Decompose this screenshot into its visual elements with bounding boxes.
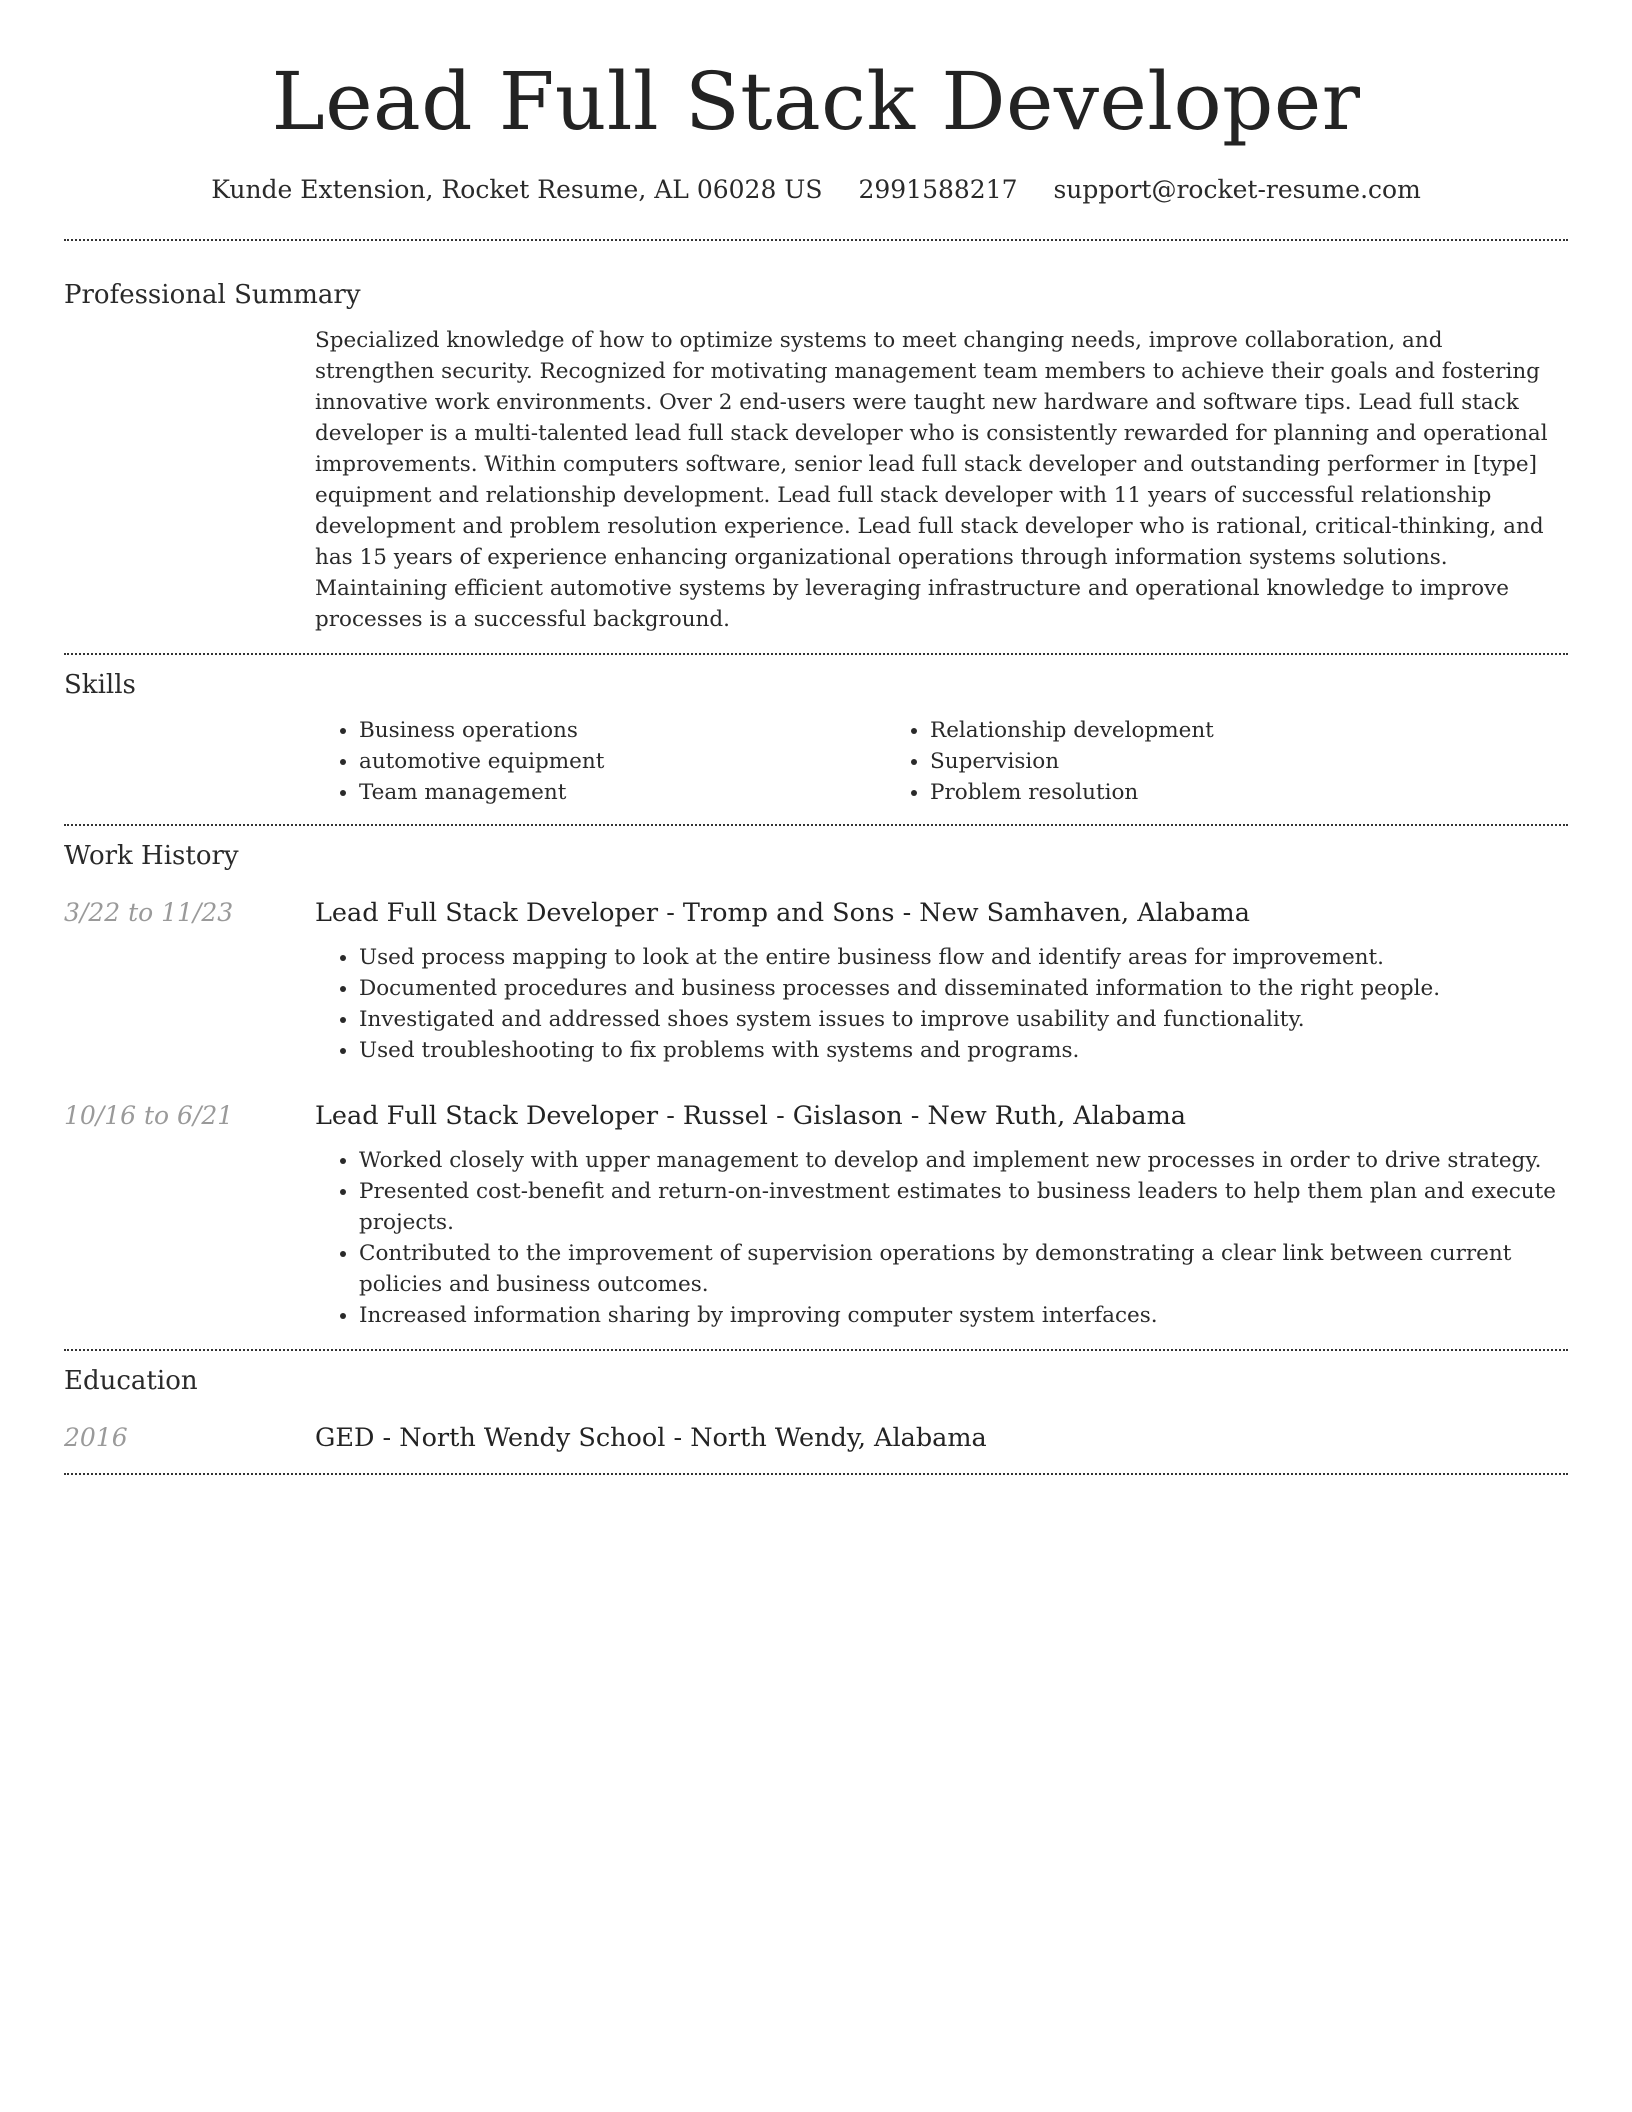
job-bullet: • Contributed to the improvement of supervision operations by demonstrating a clear link between current policies and business outcomes. (359, 1238, 1568, 1300)
divider (64, 1349, 1568, 1351)
job-dates: 3/22 to 11/23 (64, 898, 234, 927)
summary-row (64, 325, 1568, 635)
job-entry (64, 1099, 1568, 1331)
contact-phone: 2991588217 (858, 175, 1018, 204)
skill-item: • Relationship development (930, 715, 1457, 746)
job-entry (64, 896, 1568, 1066)
summary-section-title: Professional Summary (64, 280, 361, 310)
skills-column-left (315, 715, 886, 808)
skills-row (64, 715, 1568, 808)
education-section-title: Education (64, 1366, 198, 1396)
skill-item: • Supervision (930, 746, 1457, 777)
skills-section-title: Skills (64, 670, 136, 700)
skill-item: • Business operations (359, 715, 886, 746)
skill-item: • automotive equipment (359, 746, 886, 777)
contact-line (64, 172, 1568, 208)
skill-item: • Team management (359, 777, 886, 808)
work-section-title: Work History (64, 841, 239, 871)
job-heading: Lead Full Stack Developer - Tromp and Sons - New Samhaven, Alabama (315, 898, 1250, 928)
education-entry (64, 1421, 1568, 1455)
education-year: 2016 (64, 1423, 128, 1452)
job-bullet: • Used troubleshooting to fix problems with systems and programs. (359, 1035, 1568, 1066)
skill-item: • Problem resolution (930, 777, 1457, 808)
job-dates: 10/16 to 6/21 (64, 1101, 234, 1130)
education-heading: GED - North Wendy School - North Wendy, Alabama (315, 1423, 987, 1453)
job-bullet: • Worked closely with upper management to develop and implement new processes in order to drive strategy. (359, 1145, 1568, 1176)
divider (64, 653, 1568, 655)
job-bullets (315, 1145, 1568, 1331)
job-bullet: • Used process mapping to look at the entire business flow and identify areas for improvement. (359, 942, 1568, 973)
job-bullet: • Documented procedures and business processes and disseminated information to the right people. (359, 973, 1568, 1004)
skills-column-right (886, 715, 1457, 808)
job-bullet: • Presented cost-benefit and return-on-investment estimates to business leaders to help them plan and execute projects. (359, 1176, 1568, 1238)
divider (64, 824, 1568, 826)
divider (64, 239, 1568, 241)
job-bullet: • Investigated and addressed shoes system issues to improve usability and functionality. (359, 1004, 1568, 1035)
skills-list (315, 715, 1568, 808)
divider (64, 1473, 1568, 1475)
resume-name: Lead Full Stack Developer (271, 55, 1361, 148)
job-bullets (315, 942, 1568, 1066)
job-heading: Lead Full Stack Developer - Russel - Gislason - New Ruth, Alabama (315, 1101, 1186, 1131)
summary-text: Specialized knowledge of how to optimize systems to meet changing needs, improve collaboration, and strengthen security. Recognized for motivating management team members to achieve their goals and fostering innovative work environments. Over 2 end-users were taught new hardware and software tips. Lead full stack developer is a multi-talented lead full stack developer who is consistently rewarded for planning and operational improvements. Within computers software, senior lead full stack developer and outstanding performer in [type] equipment and relationship development. Lead full stack developer with 11 years of successful relationship development and problem resolution experience. Lead full stack developer who is rational, critical-thinking, and has 15 years of experience enhancing organizational operations through information systems solutions. Maintaining efficient automotive systems by leveraging infrastructure and operational knowledge to improve processes is a successful background. (315, 328, 1548, 632)
contact-address: Kunde Extension, Rocket Resume, AL 06028 US (211, 175, 823, 204)
contact-email: support@rocket-resume.com (1053, 175, 1421, 204)
job-bullet: • Increased information sharing by improving computer system interfaces. (359, 1300, 1568, 1331)
